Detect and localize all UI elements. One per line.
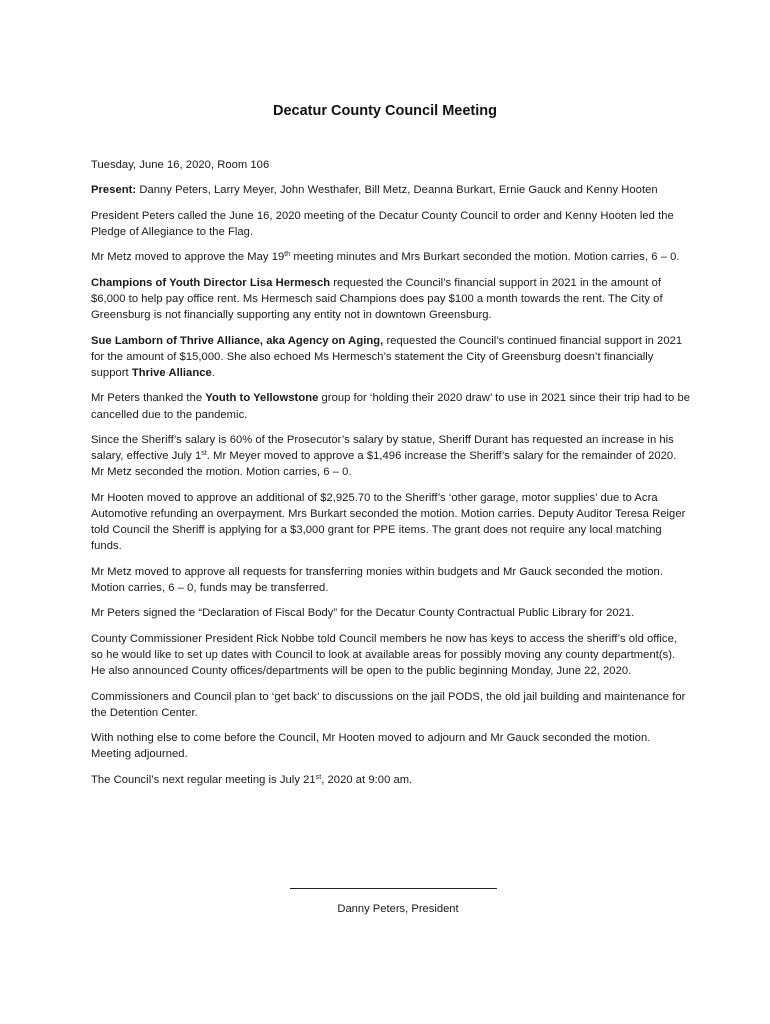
adjourn-paragraph: With nothing else to come before the Council, Mr Hooten moved to adjourn and Mr Gauck seconded the motion. Meeting adjourned. bbox=[91, 732, 651, 761]
commissioner-paragraph: County Commissioner President Rick Nobbe told Council members he now has keys to access the sheriff’s old office, so he would like to set up dates with Council to look at available areas for possibly moving any county department(s). He also announced County offices/departments will be open to the public beginning Monday, June 22, 2020. bbox=[91, 632, 678, 678]
thrive-end: . bbox=[211, 366, 215, 379]
signature-line bbox=[290, 888, 497, 889]
ordinal-suffix: th bbox=[284, 251, 291, 259]
sheriff-salary-paragraph bbox=[91, 432, 691, 481]
youth-paragraph bbox=[91, 390, 691, 422]
ordinal-suffix: st bbox=[315, 773, 322, 781]
sheriff-text-end: . Mr Meyer moved to approve a $1,496 increase the Sheriff’s salary for the remainder of 2020. Mr Metz seconded the motion. Motion carries, 6 – 0. bbox=[91, 450, 677, 479]
youth-text-start: Mr Peters thanked the bbox=[91, 392, 206, 405]
sheriff-text-start: Since the Sheriff’s salary is 60% of the Prosecutor’s salary by statue, Sheriff Durant has requested an increase in his salary, effective July 1 bbox=[91, 433, 674, 463]
garage-supplies-paragraph: Mr Hooten moved to approve an additional of $2,925.70 to the Sheriff’s ‘other garage, motor supplies’ due to Acra Automotive refunding an overpayment. Mrs Burkart seconded the motion. Motion carries. Deputy Auditor Teresa Reiger told Council the Sheriff is applying for a $3,000 grant for PPE items. The grant does not require any local matching funds. bbox=[91, 491, 686, 553]
minutes-text-end: meeting minutes and Mrs Burkart seconded the motion. Motion carries, 6 – 0. bbox=[290, 251, 680, 264]
champions-text: requested the Council’s financial support in 2021 in the amount of $6,000 to help pay office rent. Ms Hermesch said Champions does pay $100 a month towards the rent. The City of Greensburg is not financially supporting any entity not in downtown Greensburg. bbox=[91, 276, 663, 322]
attendance-paragraph bbox=[91, 182, 691, 198]
champions-paragraph bbox=[91, 275, 691, 324]
ordinal-suffix: st bbox=[201, 450, 207, 458]
thrive-paragraph bbox=[91, 333, 691, 382]
next-meeting-start: The Council’s next regular meeting is July 21 bbox=[91, 773, 316, 786]
page-title: Decatur County Council Meeting bbox=[273, 103, 497, 119]
next-meeting-paragraph bbox=[91, 772, 691, 788]
thrive-text: requested the Council’s continued financial support in 2021 for the amount of $15,000. She also echoed Ms Hermesch’s statement the City of Greensburg doesn’t financially support bbox=[91, 334, 683, 379]
signatory-name: Danny Peters, President bbox=[337, 903, 459, 915]
thrive-heading: Sue Lamborn of Thrive Alliance, aka Agency on Aging, bbox=[91, 334, 384, 347]
next-meeting-end: , 2020 at 9:00 am. bbox=[321, 773, 413, 786]
transfer-paragraph: Mr Metz moved to approve all requests for transferring monies within budgets and Mr Gauck seconded the motion. Motion carries, 6 – 0, funds may be transferred. bbox=[91, 565, 663, 594]
present-label: Present: bbox=[91, 184, 137, 197]
minutes-approval-paragraph bbox=[91, 249, 691, 265]
minutes-text-start: Mr Metz moved to approve the May 19 bbox=[91, 251, 285, 264]
fiscal-body-paragraph: Mr Peters signed the “Declaration of Fiscal Body” for the Decatur County Contractual Public Library for 2021. bbox=[91, 607, 635, 620]
youth-text-end: group for ‘holding their 2020 draw’ to use in 2021 since their trip had to be cancelled due to the pandemic. bbox=[91, 392, 691, 421]
minutes-body bbox=[91, 157, 691, 797]
youth-group-name: Youth to Yellowstone bbox=[205, 392, 319, 405]
call-to-order-paragraph: President Peters called the June 16, 2020 meeting of the Decatur County Council to order and Kenny Hooten led the Pledge of Allegiance to the Flag. bbox=[91, 209, 674, 238]
jail-paragraph: Commissioners and Council plan to ‘get back’ to discussions on the jail PODS, the old jail building and maintenance for the Detention Center. bbox=[91, 690, 686, 719]
meeting-date-line: Tuesday, June 16, 2020, Room 106 bbox=[91, 159, 270, 171]
attendees-list: Danny Peters, Larry Meyer, John Westhafer, Bill Metz, Deanna Burkart, Ernie Gauck and Kenny Hooten bbox=[136, 184, 658, 197]
champions-heading: Champions of Youth Director Lisa Hermesch bbox=[91, 276, 331, 289]
thrive-name: Thrive Alliance bbox=[131, 366, 212, 379]
